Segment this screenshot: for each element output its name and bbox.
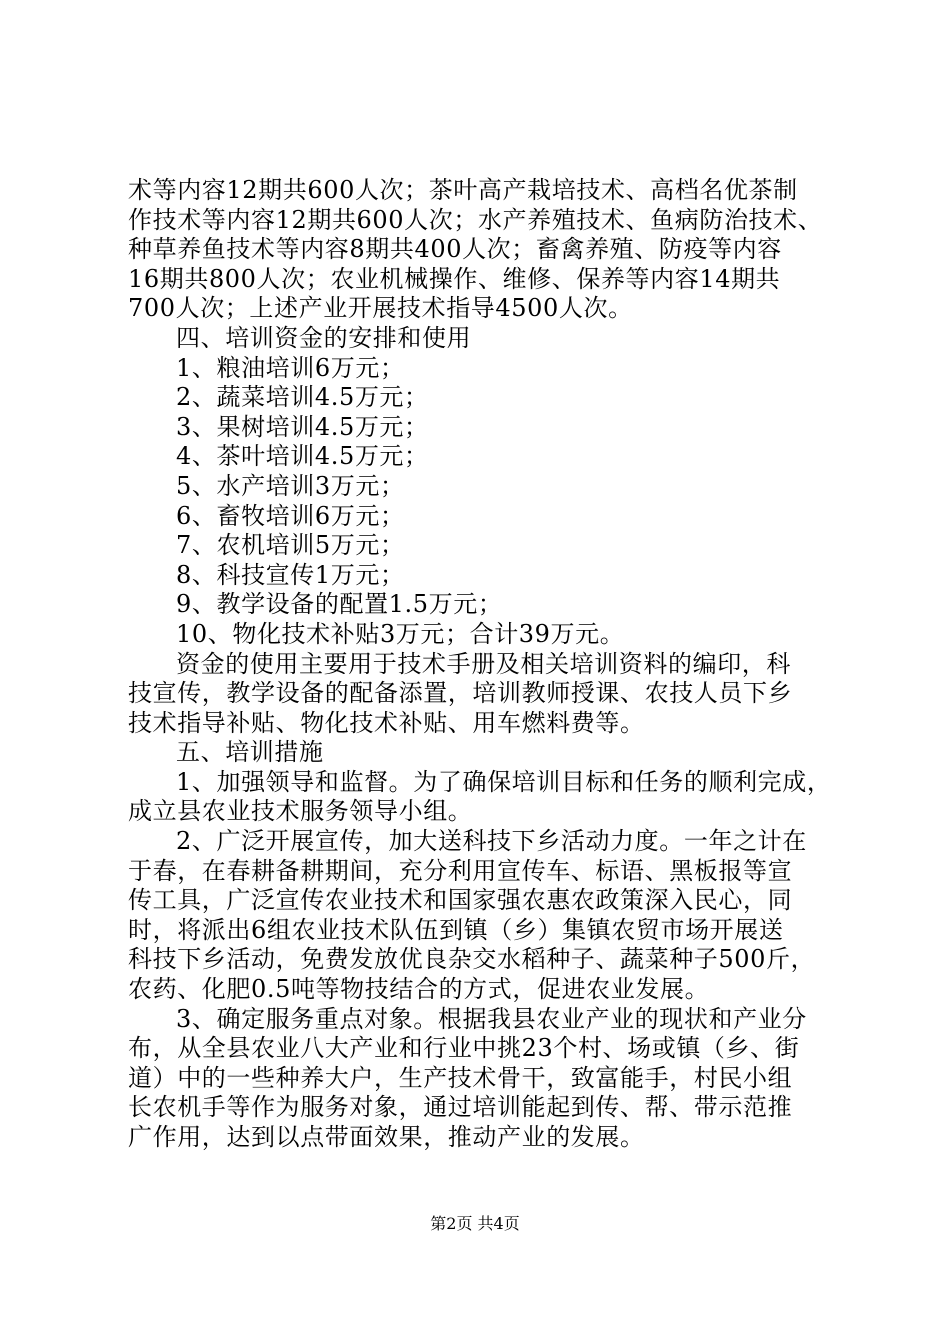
paragraph-i8: [128, 561, 828, 591]
text-line: 道）中的一些种养大户，生产技术骨干，致富能手，村民小组: [128, 1063, 793, 1092]
text-line: 9、教学设备的配置1.5万元；: [176, 590, 503, 619]
text-line: 1、粮油培训6万元；: [176, 353, 405, 382]
paragraph-i3: [128, 413, 828, 443]
text-line: 6、畜牧培训6万元；: [176, 501, 405, 530]
text-line: 科技下乡活动，免费发放优良杂交水稻种子、蔬菜种子500斤，: [128, 945, 816, 974]
text-line: 术等内容12期共600人次；茶叶高产栽培技术、高档名优茶制: [128, 176, 798, 204]
text-line: 于春，在春耕备耕期间，充分利用宣传车、标语、黑板报等宣: [128, 856, 793, 885]
text-line: 7、农机培训5万元；: [176, 531, 405, 560]
text-line: 种草养鱼技术等内容8期共400人次；畜禽养殖、防疫等内容: [128, 235, 782, 264]
paragraph-i1: [128, 354, 828, 384]
paragraph-m2: [128, 827, 828, 1005]
text-line: 1、加强领导和监督。为了确保培训目标和任务的顺利完成，: [176, 767, 832, 796]
paragraph-p1: [128, 176, 828, 324]
text-line: 长农机手等作为服务对象，通过培训能起到传、帮、带示范推: [128, 1093, 793, 1122]
paragraph-m3: [128, 1005, 828, 1153]
text-line: 5、水产培训3万元；: [176, 471, 405, 500]
text-line: 16期共800人次；农业机械操作、维修、保养等内容14期共: [128, 264, 781, 293]
text-line: 技术指导补贴、物化技术补贴、用车燃料费等。: [128, 708, 645, 737]
text-line: 四、培训资金的安排和使用: [176, 323, 472, 352]
paragraph-i2: [128, 383, 828, 413]
paragraph-h5: [128, 738, 828, 768]
paragraph-h4: [128, 324, 828, 354]
text-line: 广作用，达到以点带面效果，推动产业的发展。: [128, 1123, 645, 1151]
text-line: 700人次；上述产业开展技术指导4500人次。: [128, 294, 633, 323]
text-line: 作技术等内容12期共600人次；水产养殖技术、鱼病防治技术、: [128, 205, 823, 234]
text-line: 成立县农业技术服务领导小组。: [128, 797, 473, 826]
paragraph-i10: [128, 620, 828, 650]
text-line: 2、蔬菜培训4.5万元；: [176, 383, 429, 412]
text-line: 五、培训措施: [176, 738, 324, 767]
text-line: 传工具，广泛宣传农业技术和国家强农惠农政策深入民心，同: [128, 886, 793, 915]
text-line: 2、广泛开展宣传，加大送科技下乡活动力度。一年之计在: [176, 827, 807, 856]
paragraph-p2: [128, 650, 828, 739]
text-line: 资金的使用主要用于技术手册及相关培训资料的编印，科: [176, 649, 791, 678]
paragraph-i6: [128, 502, 828, 532]
paragraph-i7: [128, 531, 828, 561]
page-footer: 第2页 共4页: [430, 1214, 520, 1233]
paragraph-i9: [128, 590, 828, 620]
text-line: 农药、化肥0.5吨等物技结合的方式，促进农业发展。: [128, 975, 710, 1004]
text-line: 布，从全县农业八大产业和行业中挑23个村、场或镇（乡、街: [128, 1034, 800, 1063]
text-line: 3、果树培训4.5万元；: [176, 412, 429, 441]
text-line: 4、茶叶培训4.5万元；: [176, 442, 429, 471]
paragraph-i4: [128, 442, 828, 472]
text-line: 8、科技宣传1万元；: [176, 560, 405, 589]
paragraph-m1: [128, 767, 832, 827]
document-body: [128, 176, 832, 1153]
text-line: 3、确定服务重点对象。根据我县农业产业的现状和产业分: [176, 1004, 807, 1033]
text-line: 10、物化技术补贴3万元；合计39万元。: [176, 619, 625, 648]
text-line: 技宣传，教学设备的配备添置，培训教师授课、农技人员下乡: [128, 679, 793, 708]
text-line: 时，将派出6组农业技术队伍到镇（乡）集镇农贸市场开展送: [128, 915, 784, 944]
paragraph-i5: [128, 472, 828, 502]
